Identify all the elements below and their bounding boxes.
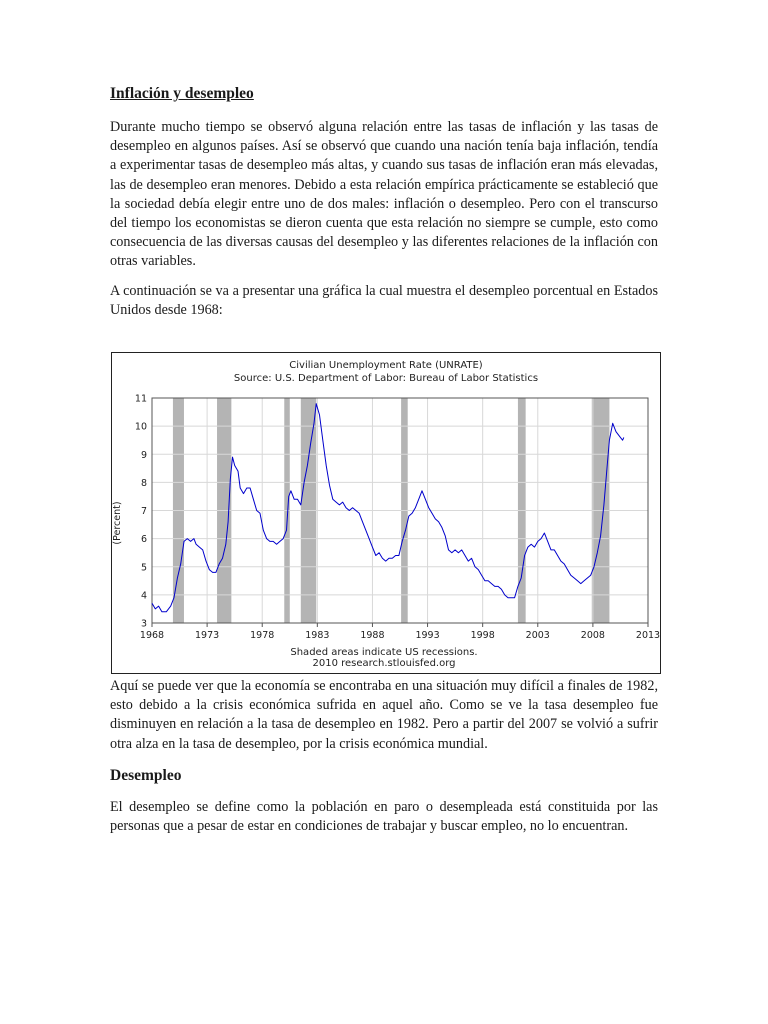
unemployment-chart [111, 352, 661, 674]
y-tick-label: 10 [134, 421, 147, 433]
y-axis-label: (Percent) [112, 501, 123, 545]
paragraph-chart-analysis: Aquí se puede ver que la economía se encontraba en una situación muy difícil a finales de 1982, esto debido a la crisis económica sufrida en aquel año. Como se ve la tasa desempleo fue disminuyen en relación a la tasa de desempleo en 1982. Pero a partir del 2007 se volvió a sufrir otra alza en la tasa de desempleo, por la crisis económica mundial. [110, 678, 658, 752]
chart-footnote-recessions: Shaded areas indicate US recessions. [290, 647, 478, 658]
chart-title: Civilian Unemployment Rate (UNRATE) [289, 360, 483, 371]
paragraph-desempleo-definition: El desempleo se define como la población en paro o desempleada está constituida por las personas que a pesar de estar en condiciones de trabajar y buscar empleo, no lo encuentran. [110, 798, 658, 835]
x-tick-label: 1983 [305, 630, 330, 641]
x-tick-label: 2008 [580, 630, 605, 641]
chart-footnote-source: 2010 research.stlouisfed.org [312, 658, 456, 669]
x-tick-label: 1993 [415, 630, 440, 641]
chart-svg [112, 353, 660, 673]
x-tick-label: 1978 [250, 630, 275, 641]
y-tick-label: 3 [140, 618, 147, 630]
y-axis-ticks [135, 394, 147, 630]
x-tick-label: 1968 [139, 630, 165, 641]
x-tick-label: 2003 [525, 630, 550, 641]
y-tick-label: 6 [140, 534, 147, 546]
x-tick-label: 1973 [195, 630, 220, 641]
x-tick-label: 1988 [360, 630, 385, 641]
x-tick-label: 1998 [470, 630, 495, 641]
y-tick-label: 5 [140, 562, 147, 574]
chart-subtitle: Source: U.S. Department of Labor: Bureau of Labor Statistics [233, 373, 539, 384]
y-tick-label: 8 [140, 477, 147, 489]
y-tick-label: 7 [140, 506, 147, 517]
y-tick-label: 11 [134, 393, 147, 405]
paragraph-inflacion-intro: Durante mucho tiempo se observó alguna relación entre las tasas de inflación y las tasas de desempleo en algunos países. Así se observó que cuando una nación tenía baja inflación, tendía a experimentar tasas de desempleo más altas, y cuando sus tasas de inflación eran más elevadas, las de desempleo eran menores. Debido a esta relación empírica prácticamente se estableció que la sociedad debía elegir entre uno de dos males: inflación o desempleo. Pero con el transcurso del tiempo los economistas se dieron cuenta que esta relación no siempre se cumple, esto como consecuencia de las diversas causas del desempleo y las diferentes relaciones de la inflación con otras variables. [110, 119, 658, 270]
x-axis-ticks [140, 623, 660, 641]
section-title-desempleo: Desempleo [110, 766, 182, 784]
y-tick-label: 4 [140, 590, 147, 602]
section-title-inflacion: Inflación y desempleo [110, 85, 254, 102]
y-tick-label: 9 [140, 449, 147, 461]
x-tick-label: 2013 [635, 630, 660, 641]
paragraph-chart-intro: A continuación se va a presentar una gráfica la cual muestra el desempleo porcentual en Estados Unidos desde 1968: [110, 282, 658, 318]
